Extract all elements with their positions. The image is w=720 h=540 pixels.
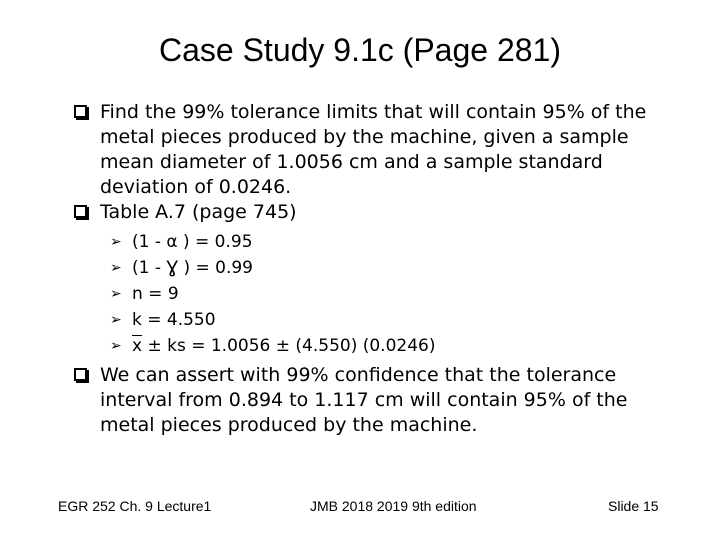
footer-course: EGR 252 Ch. 9 Lecture1 xyxy=(58,498,212,514)
checkbox-bullet-icon xyxy=(74,368,87,381)
bullet-item-problem xyxy=(74,100,674,200)
sub-list xyxy=(74,229,674,359)
arrow-bullet-icon: ➢ xyxy=(110,286,122,302)
bullet-list xyxy=(74,100,674,438)
bullet-item-table xyxy=(74,200,674,225)
bullet-text: Find the 99% tolerance limits that will contain 95% of the metal pieces produced by the machine, given a sample mean diameter of 1.0056 cm and a sample standard deviation of 0.0246. xyxy=(100,101,647,198)
checkbox-bullet-icon xyxy=(74,105,87,118)
bullet-item-conclusion xyxy=(74,363,674,438)
slide-title: Case Study 9.1c (Page 281) xyxy=(158,32,561,68)
sub-item-n: ➢ n = 9 xyxy=(74,281,674,307)
bullet-text: We can assert with 99% confidence that the tolerance interval from 0.894 to 1.117 cm will contain 95% of the metal pieces produced by the machine. xyxy=(100,364,628,436)
sub-item-k: ➢ k = 4.550 xyxy=(74,307,674,333)
sub-item-gamma: ➢ (1 - Ɣ ) = 0.99 xyxy=(74,255,674,281)
formula-text: ± ks = 1.0056 ± (4.550) (0.0246) xyxy=(142,336,436,356)
bullet-text: Table A.7 (page 745) xyxy=(100,201,297,223)
arrow-bullet-icon: ➢ xyxy=(110,234,122,250)
arrow-bullet-icon: ➢ xyxy=(110,312,122,328)
sub-item-formula xyxy=(74,333,674,359)
x-bar-symbol: $\overline{x}$ xyxy=(132,336,143,356)
arrow-bullet-icon: ➢ xyxy=(110,260,122,276)
footer-edition: JMB 2018 2019 9th edition xyxy=(310,498,477,514)
footer-slide-number: Slide 15 xyxy=(608,498,659,514)
checkbox-bullet-icon xyxy=(74,205,87,218)
sub-item-alpha: ➢ (1 - α ) = 0.95 xyxy=(74,229,674,255)
arrow-bullet-icon: ➢ xyxy=(110,338,122,354)
